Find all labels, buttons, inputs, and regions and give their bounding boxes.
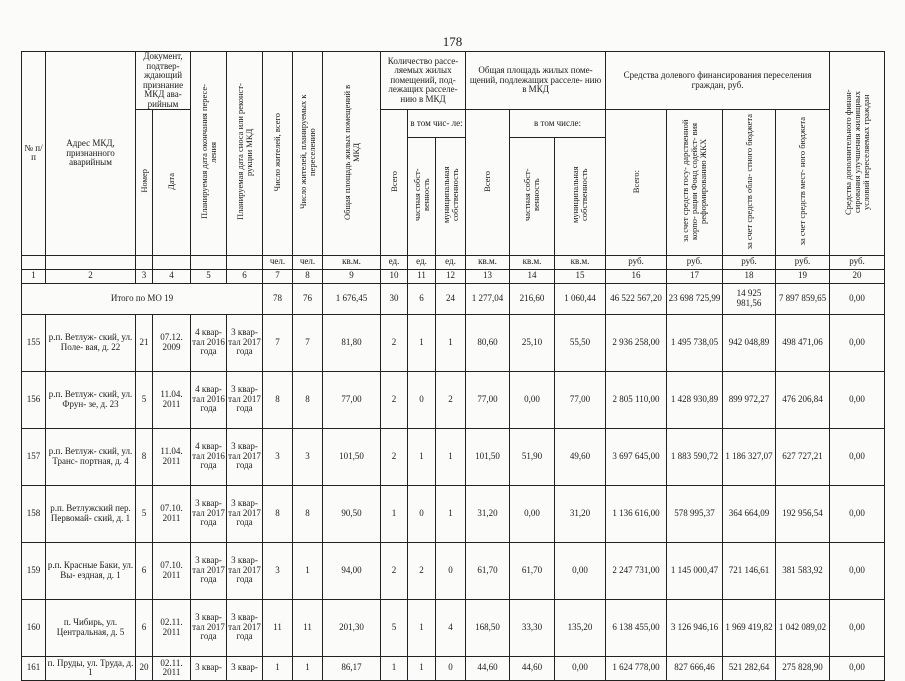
header-funds-local: за счет средств мест- ного бюджета bbox=[776, 110, 830, 256]
residents-cell: 8 bbox=[263, 371, 293, 428]
area-municipal-cell: 135,20 bbox=[555, 599, 606, 656]
column-number-cell: 18 bbox=[723, 269, 776, 283]
header-in-total: в том чис- ле: bbox=[408, 110, 466, 138]
funds-fund-cell: 827 666,46 bbox=[667, 656, 723, 680]
unit-cell bbox=[153, 255, 191, 269]
total-count-private: 6 bbox=[408, 283, 436, 314]
residents-planned-cell: 3 bbox=[293, 428, 323, 485]
funds-local-cell: 498 471,06 bbox=[776, 314, 830, 371]
funds-total-cell: 6 138 455,00 bbox=[606, 599, 667, 656]
funds-local-cell: 476 206,84 bbox=[776, 371, 830, 428]
unit-cell: руб. bbox=[606, 255, 667, 269]
planned-demolition-cell: 3 квар- тал 2017 года bbox=[227, 542, 263, 599]
count-total-cell: 5 bbox=[381, 599, 408, 656]
unit-cell: кв.м. bbox=[323, 255, 381, 269]
residents-planned-cell: 1 bbox=[293, 656, 323, 680]
total-count-municipal: 24 bbox=[436, 283, 466, 314]
unit-cell bbox=[136, 255, 153, 269]
header-planned-end: Планируемая дата окончания пересе- ления bbox=[191, 52, 227, 256]
funds-fund-cell: 3 126 946,16 bbox=[667, 599, 723, 656]
funds-additional-cell: 0,00 bbox=[830, 656, 885, 680]
doc-date-cell: 07.10. 2011 bbox=[153, 485, 191, 542]
row-number-cell: 159 bbox=[22, 542, 46, 599]
area-total-cell: 44,60 bbox=[466, 656, 510, 680]
total-count-total: 30 bbox=[381, 283, 408, 314]
planned-end-cell: 4 квар- тал 2016 года bbox=[191, 428, 227, 485]
header-funds-group: Средства долевого финансирования переселения граждан, руб. bbox=[606, 52, 830, 110]
funds-additional-cell: 0,00 bbox=[830, 314, 885, 371]
row-number-cell: 155 bbox=[22, 314, 46, 371]
area-total-cell: 61,70 bbox=[466, 542, 510, 599]
units-row bbox=[22, 255, 885, 269]
total-area-cell: 94,00 bbox=[323, 542, 381, 599]
planned-demolition-cell: 3 квар- тал 2017 года bbox=[227, 371, 263, 428]
total-planned: 76 bbox=[293, 283, 323, 314]
row-number-cell: 156 bbox=[22, 371, 46, 428]
header-residents-planned: Число жителей, планируемых к переселению bbox=[293, 52, 323, 256]
header-residents: Число жителей, всего bbox=[263, 52, 293, 256]
unit-cell: кв.м. bbox=[466, 255, 510, 269]
area-municipal-cell: 31,20 bbox=[555, 485, 606, 542]
address-cell: р.п. Красные Баки, ул. Вы- ездная, д. 1 bbox=[46, 542, 136, 599]
area-private-cell: 0,00 bbox=[510, 371, 555, 428]
funds-total-cell: 2 805 110,00 bbox=[606, 371, 667, 428]
column-number-cell: 9 bbox=[323, 269, 381, 283]
count-private-cell: 1 bbox=[408, 428, 436, 485]
column-number-cell: 17 bbox=[667, 269, 723, 283]
planned-end-cell: 3 квар- тал 2017 года bbox=[191, 599, 227, 656]
header-row-2 bbox=[22, 110, 885, 138]
row-number-cell: 157 bbox=[22, 428, 46, 485]
area-municipal-cell: 0,00 bbox=[555, 542, 606, 599]
count-municipal-cell: 2 bbox=[436, 371, 466, 428]
address-cell: р.п. Ветлуж- ский, ул. Поле- вая, д. 22 bbox=[46, 314, 136, 371]
count-total-cell: 1 bbox=[381, 656, 408, 680]
row-number-cell: 161 bbox=[22, 656, 46, 680]
funds-local-cell: 627 727,21 bbox=[776, 428, 830, 485]
column-number-cell: 4 bbox=[153, 269, 191, 283]
doc-number-cell: 6 bbox=[136, 599, 153, 656]
count-total-cell: 2 bbox=[381, 314, 408, 371]
header-area-municipal: муниципальная собственность bbox=[555, 138, 606, 256]
funds-local-cell: 192 956,54 bbox=[776, 485, 830, 542]
total-area-municipal: 1 060,44 bbox=[555, 283, 606, 314]
unit-cell: руб. bbox=[667, 255, 723, 269]
funds-additional-cell: 0,00 bbox=[830, 371, 885, 428]
area-total-cell: 168,50 bbox=[466, 599, 510, 656]
total-funds-total: 46 522 567,20 bbox=[606, 283, 667, 314]
table-row bbox=[22, 314, 885, 371]
area-private-cell: 0,00 bbox=[510, 485, 555, 542]
residents-planned-cell: 8 bbox=[293, 485, 323, 542]
table-row bbox=[22, 485, 885, 542]
address-cell: р.п. Ветлуж- ский, ул. Транс- портная, д. 4 bbox=[46, 428, 136, 485]
residents-planned-cell: 8 bbox=[293, 371, 323, 428]
table-row bbox=[22, 542, 885, 599]
row-number-cell: 158 bbox=[22, 485, 46, 542]
funds-region-cell: 942 048,89 bbox=[723, 314, 776, 371]
total-funds-additional: 0,00 bbox=[830, 283, 885, 314]
area-private-cell: 61,70 bbox=[510, 542, 555, 599]
header-in-total2: в том числе: bbox=[510, 110, 606, 138]
funds-region-cell: 364 664,09 bbox=[723, 485, 776, 542]
area-private-cell: 51,90 bbox=[510, 428, 555, 485]
header-area-group: Общая площадь жилых поме- щений, подлежащих расселе- нию в МКД bbox=[466, 52, 606, 110]
total-funds-local: 7 897 859,65 bbox=[776, 283, 830, 314]
count-private-cell: 2 bbox=[408, 542, 436, 599]
area-private-cell: 44,60 bbox=[510, 656, 555, 680]
residents-cell: 8 bbox=[263, 485, 293, 542]
column-number-cell: 19 bbox=[776, 269, 830, 283]
unit-cell bbox=[191, 255, 227, 269]
funds-additional-cell: 0,00 bbox=[830, 599, 885, 656]
total-area-private: 216,60 bbox=[510, 283, 555, 314]
funds-additional-cell: 0,00 bbox=[830, 485, 885, 542]
header-funds-region: за счет средств обла- стного бюджета bbox=[723, 110, 776, 256]
residents-cell: 1 bbox=[263, 656, 293, 680]
header-count-total: Всего bbox=[381, 110, 408, 256]
table-row bbox=[22, 599, 885, 656]
funds-fund-cell: 1 495 738,05 bbox=[667, 314, 723, 371]
area-private-cell: 33,30 bbox=[510, 599, 555, 656]
doc-number-cell: 5 bbox=[136, 371, 153, 428]
unit-cell: ед. bbox=[408, 255, 436, 269]
unit-cell: кв.м. bbox=[510, 255, 555, 269]
area-municipal-cell: 49,60 bbox=[555, 428, 606, 485]
unit-cell: чел. bbox=[293, 255, 323, 269]
planned-demolition-cell: 3 квар- bbox=[227, 656, 263, 680]
header-count-municipal: муниципальная собственность bbox=[436, 138, 466, 256]
funds-region-cell: 1 186 327,07 bbox=[723, 428, 776, 485]
page-number: 178 bbox=[442, 34, 463, 49]
count-municipal-cell: 0 bbox=[436, 656, 466, 680]
header-num: № п/п bbox=[22, 52, 46, 256]
unit-cell: ед. bbox=[381, 255, 408, 269]
planned-end-cell: 3 квар- bbox=[191, 656, 227, 680]
area-total-cell: 77,00 bbox=[466, 371, 510, 428]
total-area-cell: 101,50 bbox=[323, 428, 381, 485]
header-area-private: частная собст- венность bbox=[510, 138, 555, 256]
area-private-cell: 25,10 bbox=[510, 314, 555, 371]
column-number-cell: 3 bbox=[136, 269, 153, 283]
relocation-table bbox=[21, 51, 885, 681]
funds-total-cell: 3 697 645,00 bbox=[606, 428, 667, 485]
planned-end-cell: 4 квар- тал 2016 года bbox=[191, 371, 227, 428]
header-document: Документ, подтвер- ждающий признание МКД ава- рийным bbox=[136, 52, 191, 110]
total-area-total: 1 277,04 bbox=[466, 283, 510, 314]
unit-cell bbox=[227, 255, 263, 269]
header-address: Адрес МКД, признанного аварийным bbox=[46, 52, 136, 256]
funds-additional-cell: 0,00 bbox=[830, 542, 885, 599]
funds-region-cell: 521 282,64 bbox=[723, 656, 776, 680]
address-cell: р.п. Ветлужский пер. Первомай- ский, д. 1 bbox=[46, 485, 136, 542]
column-number-cell: 1 bbox=[22, 269, 46, 283]
area-municipal-cell: 77,00 bbox=[555, 371, 606, 428]
count-private-cell: 1 bbox=[408, 656, 436, 680]
doc-number-cell: 8 bbox=[136, 428, 153, 485]
area-total-cell: 80,60 bbox=[466, 314, 510, 371]
unit-cell: кв.м. bbox=[555, 255, 606, 269]
funds-total-cell: 1 136 616,00 bbox=[606, 485, 667, 542]
doc-date-cell: 07.12. 2009 bbox=[153, 314, 191, 371]
planned-demolition-cell: 3 квар- тал 2017 года bbox=[227, 485, 263, 542]
funds-fund-cell: 1 428 930,89 bbox=[667, 371, 723, 428]
count-municipal-cell: 1 bbox=[436, 314, 466, 371]
count-total-cell: 1 bbox=[381, 485, 408, 542]
funds-fund-cell: 1 145 000,47 bbox=[667, 542, 723, 599]
column-number-row bbox=[22, 269, 885, 283]
column-number-cell: 5 bbox=[191, 269, 227, 283]
funds-region-cell: 721 146,61 bbox=[723, 542, 776, 599]
address-cell: п. Чибирь, ул. Центральная, д. 5 bbox=[46, 599, 136, 656]
column-number-cell: 2 bbox=[46, 269, 136, 283]
funds-region-cell: 899 972,27 bbox=[723, 371, 776, 428]
unit-cell: руб. bbox=[830, 255, 885, 269]
count-municipal-cell: 1 bbox=[436, 485, 466, 542]
funds-total-cell: 1 624 778,00 bbox=[606, 656, 667, 680]
unit-cell: руб. bbox=[723, 255, 776, 269]
doc-date-cell: 11.04. 2011 bbox=[153, 428, 191, 485]
doc-date-cell: 02.11. 2011 bbox=[153, 599, 191, 656]
unit-cell bbox=[46, 255, 136, 269]
column-number-cell: 8 bbox=[293, 269, 323, 283]
total-area-cell: 90,50 bbox=[323, 485, 381, 542]
header-row-1 bbox=[22, 52, 885, 110]
total-area-cell: 77,00 bbox=[323, 371, 381, 428]
column-number-cell: 12 bbox=[436, 269, 466, 283]
funds-local-cell: 275 828,90 bbox=[776, 656, 830, 680]
header-doc-date: Дата bbox=[153, 110, 191, 256]
header-count-private: частная собст- венность bbox=[408, 138, 436, 256]
unit-cell bbox=[22, 255, 46, 269]
planned-demolition-cell: 3 квар- тал 2017 года bbox=[227, 428, 263, 485]
planned-demolition-cell: 3 квар- тал 2017 года bbox=[227, 599, 263, 656]
header-funds-additional: Средства дополнительного финан- сирования улучшения жилищных условий переселяемых граждан bbox=[830, 52, 885, 256]
area-municipal-cell: 55,50 bbox=[555, 314, 606, 371]
doc-number-cell: 6 bbox=[136, 542, 153, 599]
count-total-cell: 2 bbox=[381, 371, 408, 428]
residents-planned-cell: 11 bbox=[293, 599, 323, 656]
total-residents: 78 bbox=[263, 283, 293, 314]
total-area: 1 676,45 bbox=[323, 283, 381, 314]
funds-region-cell: 1 969 419,82 bbox=[723, 599, 776, 656]
planned-end-cell: 4 квар- тал 2016 года bbox=[191, 314, 227, 371]
residents-cell: 3 bbox=[263, 542, 293, 599]
column-number-cell: 10 bbox=[381, 269, 408, 283]
address-cell: р.п. Ветлуж- ский, ул. Фрун- зе, д. 23 bbox=[46, 371, 136, 428]
funds-additional-cell: 0,00 bbox=[830, 428, 885, 485]
total-area-cell: 81,80 bbox=[323, 314, 381, 371]
column-number-cell: 6 bbox=[227, 269, 263, 283]
doc-date-cell: 07.10. 2011 bbox=[153, 542, 191, 599]
total-label: Итого по МО 19 bbox=[22, 283, 263, 314]
total-funds-region: 14 925 981,56 bbox=[723, 283, 776, 314]
header-area-total: Всего bbox=[466, 110, 510, 256]
column-number-cell: 7 bbox=[263, 269, 293, 283]
header-funds-fund: за счет средств госу- дарственной корпо- рации Фонд содейст- вия реформированию ЖКХ bbox=[667, 110, 723, 256]
header-doc-number: Номер bbox=[136, 110, 153, 256]
table-row bbox=[22, 656, 885, 680]
header-total-area: Общая площадь жилых помещений в МКД bbox=[323, 52, 381, 256]
column-number-cell: 13 bbox=[466, 269, 510, 283]
funds-total-cell: 2 936 258,00 bbox=[606, 314, 667, 371]
doc-number-cell: 20 bbox=[136, 656, 153, 680]
area-municipal-cell: 0,00 bbox=[555, 656, 606, 680]
count-municipal-cell: 1 bbox=[436, 428, 466, 485]
column-number-cell: 15 bbox=[555, 269, 606, 283]
row-number-cell: 160 bbox=[22, 599, 46, 656]
residents-planned-cell: 7 bbox=[293, 314, 323, 371]
area-total-cell: 31,20 bbox=[466, 485, 510, 542]
funds-fund-cell: 578 995,37 bbox=[667, 485, 723, 542]
column-number-cell: 14 bbox=[510, 269, 555, 283]
count-private-cell: 1 bbox=[408, 314, 436, 371]
unit-cell: ед. bbox=[436, 255, 466, 269]
doc-date-cell: 11.04. 2011 bbox=[153, 371, 191, 428]
table-row bbox=[22, 428, 885, 485]
count-total-cell: 2 bbox=[381, 428, 408, 485]
count-municipal-cell: 4 bbox=[436, 599, 466, 656]
total-area-cell: 201,30 bbox=[323, 599, 381, 656]
doc-number-cell: 21 bbox=[136, 314, 153, 371]
planned-demolition-cell: 3 квар- тал 2017 года bbox=[227, 314, 263, 371]
total-funds-fund: 23 698 725,99 bbox=[667, 283, 723, 314]
planned-end-cell: 3 квар- тал 2017 года bbox=[191, 542, 227, 599]
funds-total-cell: 2 247 731,00 bbox=[606, 542, 667, 599]
column-number-cell: 16 bbox=[606, 269, 667, 283]
header-funds-total: Всего: bbox=[606, 110, 667, 256]
residents-cell: 3 bbox=[263, 428, 293, 485]
residents-cell: 11 bbox=[263, 599, 293, 656]
funds-fund-cell: 1 883 590,72 bbox=[667, 428, 723, 485]
total-row bbox=[22, 283, 885, 314]
count-private-cell: 0 bbox=[408, 485, 436, 542]
planned-end-cell: 3 квар- тал 2017 года bbox=[191, 485, 227, 542]
total-area-cell: 86,17 bbox=[323, 656, 381, 680]
area-total-cell: 101,50 bbox=[466, 428, 510, 485]
count-private-cell: 0 bbox=[408, 371, 436, 428]
count-municipal-cell: 0 bbox=[436, 542, 466, 599]
residents-cell: 7 bbox=[263, 314, 293, 371]
table-row bbox=[22, 371, 885, 428]
funds-local-cell: 1 042 089,02 bbox=[776, 599, 830, 656]
funds-local-cell: 381 583,92 bbox=[776, 542, 830, 599]
column-number-cell: 20 bbox=[830, 269, 885, 283]
column-number-cell: 11 bbox=[408, 269, 436, 283]
count-private-cell: 1 bbox=[408, 599, 436, 656]
unit-cell: руб. bbox=[776, 255, 830, 269]
doc-date-cell: 02.11. 2011 bbox=[153, 656, 191, 680]
residents-planned-cell: 1 bbox=[293, 542, 323, 599]
header-planned-demolition: Планируемая дата сноса или реконст- рукции МКД bbox=[227, 52, 263, 256]
address-cell: п. Пруды, ул. Труда, д. 1 bbox=[46, 656, 136, 680]
count-total-cell: 2 bbox=[381, 542, 408, 599]
unit-cell: чел. bbox=[263, 255, 293, 269]
header-count-group: Количество рассе- ляемых жилых помещений, под- лежащих расселе- нию в МКД bbox=[381, 52, 466, 110]
doc-number-cell: 5 bbox=[136, 485, 153, 542]
